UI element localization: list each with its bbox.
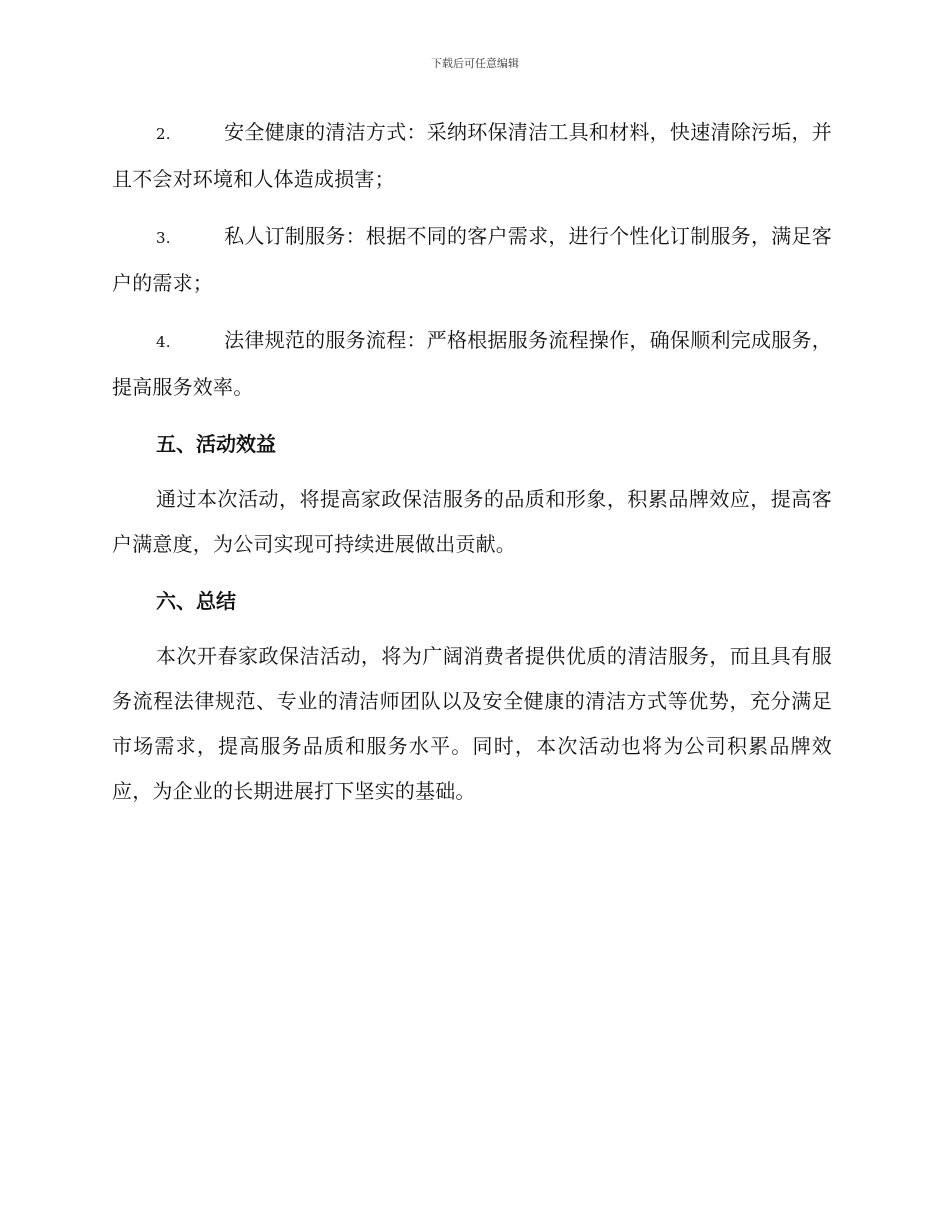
list-item-text: 安全健康的清洁方式：采纳环保清洁工具和材料，快速清除污垢，并且不会对环境和人体造成损害； (112, 120, 832, 191)
list-item-number: 4. (156, 333, 171, 351)
header-note: 下载后可任意编辑 (431, 57, 519, 70)
list-item-number: 2. (156, 125, 171, 143)
section-heading-summary: 六、总结 (156, 589, 236, 613)
list-item (112, 214, 832, 306)
list-item (112, 110, 832, 202)
section-paragraph-summary: 本次开春家政保洁活动，将为广阔消费者提供优质的清洁服务，而且具有服务流程法律规范、专业的清洁师团队以及安全健康的清洁方式等优势，充分满足市场需求，提高服务品质和服务水平。同时，本次活动也将为公司积累品牌效应，为企业的长期进展打下坚实的基础。 (112, 644, 832, 803)
list-item-text: 法律规范的服务流程：严格根据服务流程操作，确保顺利完成服务，提高服务效率。 (112, 328, 832, 399)
document-body (112, 110, 832, 826)
list-item (112, 318, 832, 410)
section-heading-benefits: 五、活动效益 (156, 432, 276, 456)
list-item-number: 3. (156, 229, 171, 247)
list-item-text: 私人订制服务：根据不同的客户需求，进行个性化订制服务，满足客户的需求； (112, 224, 832, 295)
section-paragraph-benefits: 通过本次活动，将提高家政保洁服务的品质和形象，积累品牌效应，提高客户满意度，为公司实现可持续进展做出贡献。 (112, 487, 832, 556)
